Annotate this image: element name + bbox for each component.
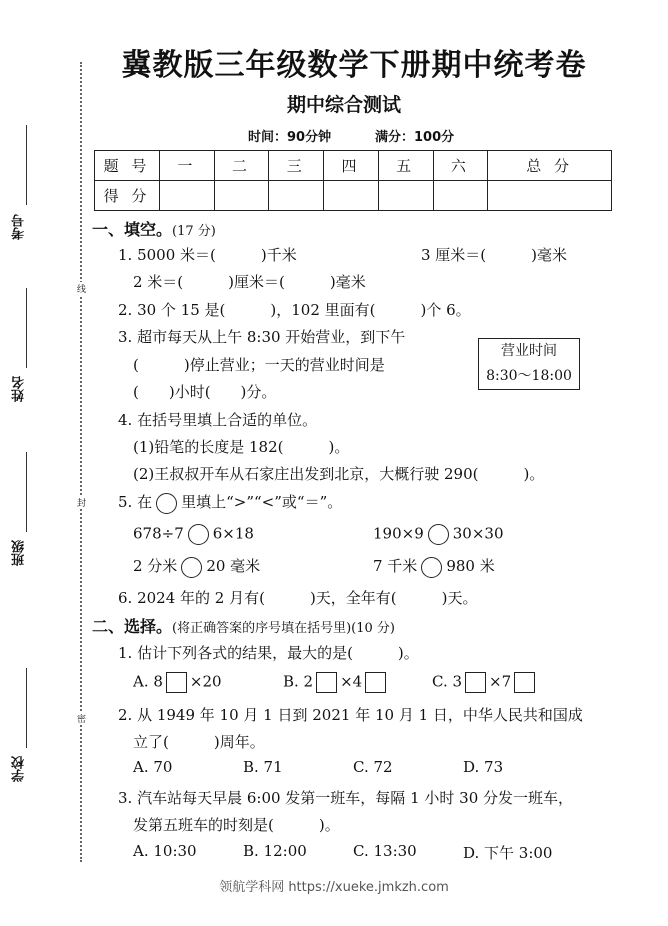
compare-circle[interactable] bbox=[428, 524, 449, 545]
table-cell: 六 bbox=[433, 151, 488, 181]
binding-dotted-line bbox=[80, 62, 82, 862]
exam-subtitle: 期中综合测试 bbox=[286, 94, 401, 116]
side-write-line bbox=[26, 668, 27, 748]
choice-3-option-a: A. 10:30 bbox=[133, 842, 197, 860]
choice-2-option-b: B. 71 bbox=[243, 758, 283, 776]
circle-icon bbox=[156, 493, 177, 514]
score-table-header-row bbox=[95, 151, 612, 181]
choice-question-2-line1: 2. 从 1949 年 10 月 1 日到 2021 年 10 月 1 日，中华人民共和国成 bbox=[118, 706, 583, 724]
question-1a: 1. 5000 米＝( )千米 bbox=[118, 246, 297, 264]
choice-1-option-b: B. 2 ×4 bbox=[283, 672, 389, 693]
score-cell[interactable] bbox=[160, 181, 215, 211]
table-cell: 一 bbox=[160, 151, 215, 181]
score-cell[interactable] bbox=[488, 181, 612, 211]
choice-2-option-d: D. 73 bbox=[463, 758, 504, 776]
choice-1-option-c: C. 3 ×7 bbox=[432, 672, 538, 693]
question-1c: 2 米＝( )厘米＝( )毫米 bbox=[133, 273, 366, 291]
choice-2-option-a: A. 70 bbox=[133, 758, 173, 776]
question-6: 6. 2024 年的 2 月有( )天，全年有( )天。 bbox=[118, 589, 478, 607]
section2-heading: 二、选择。(将正确答案的序号填在括号里)(10 分) bbox=[92, 617, 395, 636]
blank-box[interactable] bbox=[365, 672, 386, 693]
side-write-line bbox=[26, 125, 27, 205]
compare-circle[interactable] bbox=[181, 557, 202, 578]
score-cell[interactable] bbox=[378, 181, 433, 211]
score-cell[interactable] bbox=[214, 181, 269, 211]
choice-3-option-b: B. 12:00 bbox=[243, 842, 307, 860]
score-cell[interactable] bbox=[433, 181, 488, 211]
table-cell: 二 bbox=[214, 151, 269, 181]
choice-question-2-line2: 立了( )周年。 bbox=[133, 733, 265, 751]
blank-box[interactable] bbox=[514, 672, 535, 693]
side-label-exam-no: 考号 bbox=[12, 214, 27, 240]
table-cell: 三 bbox=[269, 151, 324, 181]
blank-box[interactable] bbox=[316, 672, 337, 693]
choice-3-option-d: D. 下午 3:00 bbox=[463, 844, 553, 862]
business-hours-value: 8:30～18:00 bbox=[486, 368, 572, 384]
question-4-1: (1)铅笔的长度是 182( )。 bbox=[133, 438, 350, 456]
score-table-score-row bbox=[95, 181, 612, 211]
business-hours-box bbox=[478, 338, 580, 390]
exam-time: 时间：90分钟 bbox=[248, 130, 332, 145]
business-hours-title: 营业时间 bbox=[501, 343, 557, 359]
compare-circle[interactable] bbox=[188, 524, 209, 545]
question-3-line2: ( )停止营业；一天的营业时间是 bbox=[133, 356, 385, 374]
table-cell: 题 号 bbox=[95, 151, 160, 181]
choice-1-option-a: A. 8 ×20 bbox=[133, 672, 222, 693]
question-5: 5. 在 里填上“>”“<”或“＝”。 bbox=[118, 491, 342, 514]
choice-question-3-line1: 3. 汽车站每天早晨 6:00 发第一班车，每隔 1 小时 30 分发一班车， bbox=[118, 789, 574, 807]
score-table bbox=[94, 150, 612, 211]
side-write-line bbox=[26, 452, 27, 532]
blank-box[interactable] bbox=[166, 672, 187, 693]
choice-2-option-c: C. 72 bbox=[353, 758, 393, 776]
blank-box[interactable] bbox=[465, 672, 486, 693]
question-3-line3: ( )小时( )分。 bbox=[133, 383, 277, 401]
cut-mark-seal: 封 bbox=[75, 498, 85, 507]
compare-item: 7 千米 980 米 bbox=[373, 555, 495, 578]
choice-3-option-c: C. 13:30 bbox=[353, 842, 417, 860]
side-label-name: 姓名 bbox=[12, 376, 27, 402]
section1-heading: 一、填空。(17 分) bbox=[92, 220, 216, 239]
table-cell: 得 分 bbox=[95, 181, 160, 211]
cut-mark-line: 线 bbox=[75, 284, 85, 293]
question-4-2: (2)王叔叔开车从石家庄出发到北京，大概行驶 290( )。 bbox=[133, 465, 545, 483]
exam-full-score: 满分：100分 bbox=[375, 130, 455, 145]
choice-question-1: 1. 估计下列各式的结果，最大的是( )。 bbox=[118, 644, 419, 662]
table-cell: 五 bbox=[378, 151, 433, 181]
side-write-line bbox=[26, 288, 27, 368]
side-label-school: 学校 bbox=[12, 756, 27, 782]
question-2: 2. 30 个 15 是( )，102 里面有( )个 6。 bbox=[118, 301, 471, 319]
table-cell: 总 分 bbox=[488, 151, 612, 181]
footer-watermark: 领航学科网 https://xueke.jmkzh.com bbox=[219, 880, 449, 895]
cut-mark-secret: 密 bbox=[75, 714, 85, 723]
exam-title: 冀教版三年级数学下册期中统考卷 bbox=[121, 48, 587, 83]
question-4: 4. 在括号里填上合适的单位。 bbox=[118, 411, 318, 429]
score-cell[interactable] bbox=[324, 181, 379, 211]
table-cell: 四 bbox=[324, 151, 379, 181]
compare-item: 190×9 30×30 bbox=[373, 524, 504, 545]
choice-question-3-line2: 发第五班车的时刻是( )。 bbox=[133, 816, 340, 834]
score-cell[interactable] bbox=[269, 181, 324, 211]
compare-item: 2 分米 20 毫米 bbox=[133, 555, 260, 578]
compare-circle[interactable] bbox=[421, 557, 442, 578]
question-1b: 3 厘米＝( )毫米 bbox=[421, 246, 568, 264]
compare-item: 678÷7 6×18 bbox=[133, 524, 254, 545]
question-3-line1: 3. 超市每天从上午 8:30 开始营业，到下午 bbox=[118, 328, 406, 346]
side-label-class: 班级 bbox=[12, 540, 27, 566]
